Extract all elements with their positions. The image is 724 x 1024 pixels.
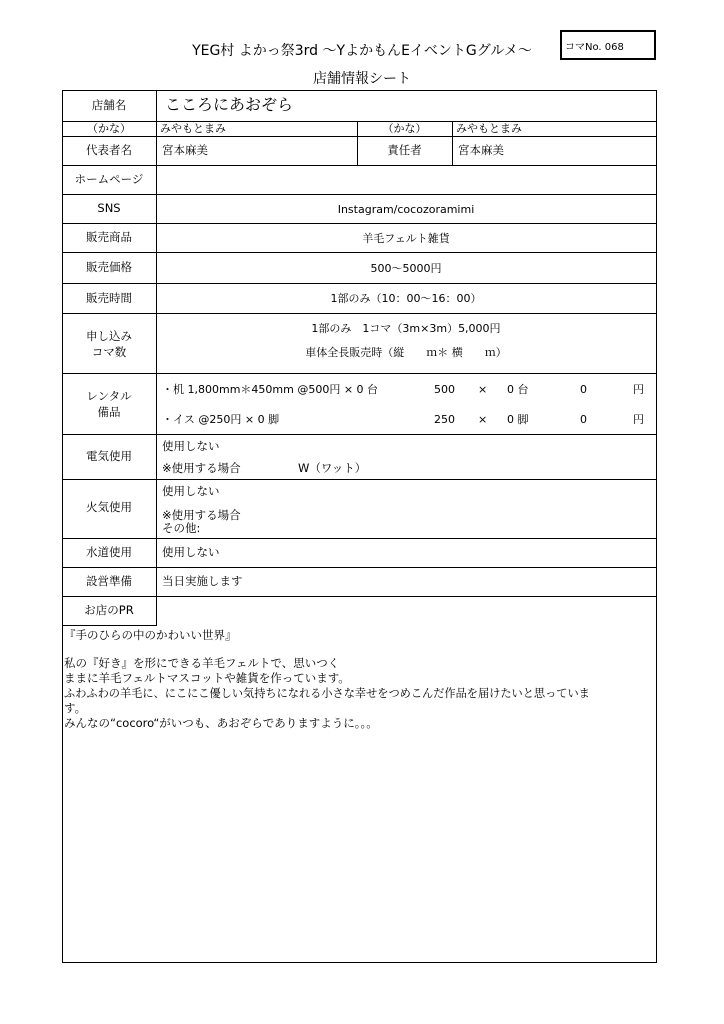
rental-label-1: レンタル [86, 389, 132, 403]
electricity-line-1: 使用しない [162, 439, 220, 453]
manager-label: 責任者 [387, 143, 422, 157]
rental-item-unit: 500 [434, 383, 455, 396]
price-label: 販売価格 [86, 260, 132, 274]
kana-label-right: （かな） [382, 122, 427, 135]
setup-label: 設営準備 [86, 574, 132, 588]
pr-line: みんなの“cocoro“がいつも、あおぞらでありますように。。。 [64, 716, 378, 730]
store-name-value: こころにあおぞら [165, 95, 294, 114]
rental-label-2: 備品 [97, 405, 121, 419]
sns-value: Instagram/cocozoramimi [337, 203, 475, 216]
water-value: 使用しない [162, 545, 220, 559]
price-value: 500〜5000円 [370, 262, 442, 275]
rental-item-yen: 円 [633, 383, 644, 396]
pr-line: 『手のひらの中のかわいい世界』 [64, 628, 237, 642]
electricity-watt-unit: W（ワット） [298, 461, 367, 475]
application-label-1: 申し込み [86, 329, 132, 343]
fire-line-3: その他: [162, 521, 201, 535]
rental-item-total: 0 [580, 383, 587, 396]
electricity-line-2: ※使用する場合 [162, 461, 241, 475]
setup-value: 当日実施します [162, 574, 243, 588]
rental-item-qty: 0 台 [507, 383, 529, 396]
rental-item-qty: 0 脚 [507, 413, 529, 426]
form-title: YEG村 よかっ祭3rd 〜YよかもんEイベントGグルメ〜 [192, 43, 532, 59]
kana-value-left: みやもとまみ [160, 122, 226, 135]
rental-item-times: × [478, 383, 488, 396]
store-name-label: 店舗名 [91, 98, 127, 112]
rental-item-desc: ・机 1,800mm＊450mm @500円 × 0 台 [162, 383, 379, 396]
kana-label-left: （かな） [87, 122, 131, 135]
rental-item-times: × [478, 413, 488, 426]
pr-line: す。 [64, 701, 87, 715]
koma-number-box [560, 30, 656, 60]
application-line-2: 車体全長販売時（縦 ｍ＊ 横 ｍ） [305, 346, 507, 359]
koma-number: コマNo. 068 [565, 42, 624, 53]
fire-label: 火気使用 [86, 500, 132, 514]
homepage-label: ホームページ [74, 172, 144, 186]
application-label-2: コマ数 [91, 345, 127, 359]
pr-line: ままに羊毛フェルトマスコットや雑貨を作っています。 [64, 671, 350, 685]
hours-label: 販売時間 [86, 291, 132, 305]
kana-value-right: みやもとまみ [456, 122, 522, 135]
water-label: 水道使用 [86, 545, 132, 559]
sns-label: SNS [97, 201, 121, 215]
hours-value: 1部のみ（10：00〜16：00） [330, 292, 482, 305]
products-value: 羊毛フェルト雑貨 [362, 232, 450, 245]
products-label: 販売商品 [86, 230, 132, 244]
rental-item-desc: ・イス @250円 × 0 脚 [162, 413, 280, 426]
rental-item-unit: 250 [434, 413, 455, 426]
pr-line: 私の『好き』を形にできる羊毛フェルトで、思いつく [64, 656, 340, 670]
electricity-label: 電気使用 [86, 449, 132, 463]
manager-value: 宮本麻美 [458, 143, 504, 157]
application-line-1: 1部のみ 1コマ（3m×3m）5,000円 [311, 322, 501, 335]
pr-label: お店のPR [84, 603, 134, 617]
fire-line-1: 使用しない [162, 484, 220, 498]
pr-line: ふわふわの羊毛に、にこにこ優しい気持ちになれる小さな幸せをつめこんだ作品を届けたいと思っていま [64, 687, 590, 700]
representative-label: 代表者名 [86, 143, 132, 157]
representative-value: 宮本麻美 [162, 143, 208, 157]
rental-item-total: 0 [580, 413, 587, 426]
fire-line-2: ※使用する場合 [162, 508, 241, 522]
form-subtitle: 店舗情報シート [313, 71, 411, 87]
rental-item-yen: 円 [633, 413, 644, 426]
